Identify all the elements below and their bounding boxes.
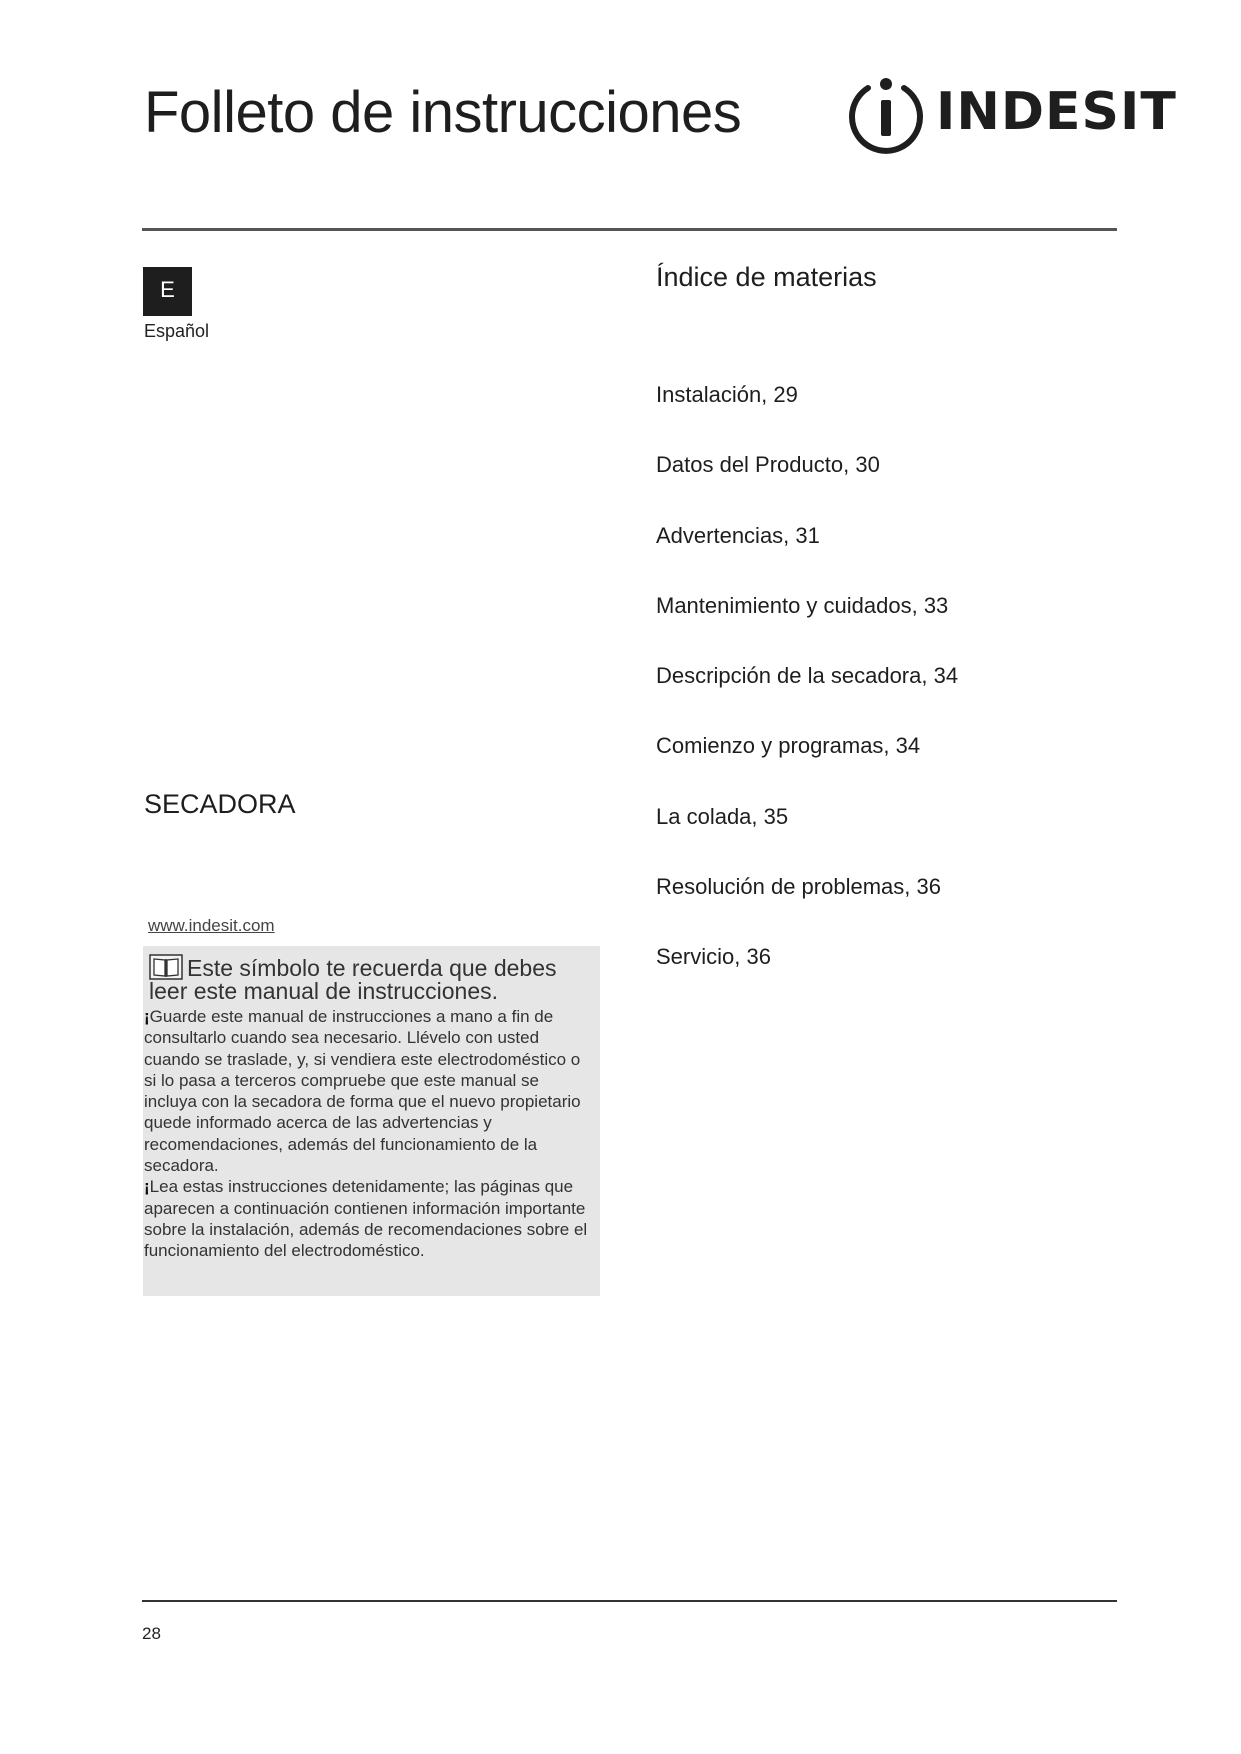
footer-divider (142, 1600, 1117, 1602)
website-link[interactable]: www.indesit.com (148, 916, 275, 935)
toc-item[interactable]: Mantenimiento y cuidados, 33 (656, 592, 949, 618)
page-title: Folleto de instrucciones (144, 80, 742, 145)
note-paragraph-text: Lea estas instrucciones detenidamente; las páginas que aparecen a continuación contienen información importante sobre la instalación, además de recomendaciones sobre el funcionamiento del electrodoméstico. (144, 1177, 588, 1261)
page-number: 28 (142, 1624, 161, 1643)
note-bullet: ¡ (144, 1177, 150, 1197)
toc-item[interactable]: Advertencias, 31 (656, 522, 820, 548)
toc-item[interactable]: Resolución de problemas, 36 (656, 874, 941, 900)
toc-item[interactable]: Datos del Producto, 30 (656, 452, 880, 478)
indesit-i-logo-icon (846, 74, 926, 154)
language-label: Español (144, 321, 210, 341)
toc-item[interactable]: Comienzo y programas, 34 (656, 733, 921, 759)
book-icon (149, 954, 183, 980)
toc-title: Índice de materias (656, 262, 877, 292)
toc-item[interactable]: La colada, 35 (656, 803, 789, 829)
instructions-note (143, 946, 600, 1296)
header-divider (142, 228, 1117, 231)
product-name: SECADORA (144, 789, 296, 819)
brand-name: INDESIT (936, 82, 1177, 142)
note-paragraph-text: Guarde este manual de instrucciones a mano a fin de consultarlo cuando sea necesario. Llévelo con usted cuando se traslade, y, si vendiera este electrodoméstico o si lo pasa a terceros compruebe que este manual se incluya con la secadora de forma que el nuevo propietario quede informado acerca de las advertencias y recomendaciones, además del funcionamiento de la secadora. (144, 1007, 581, 1176)
language-badge: E (143, 267, 192, 316)
toc-item[interactable]: Descripción de la secadora, 34 (656, 663, 959, 689)
note-headline-text: Este símbolo te recuerda que debes leer este manual de instrucciones. (149, 955, 557, 1004)
note-bullet: ¡ (144, 1007, 150, 1026)
toc-list (656, 378, 958, 1011)
note-body (144, 1006, 594, 1262)
toc-item[interactable]: Instalación, 29 (656, 382, 798, 407)
note-paragraph (144, 1176, 594, 1261)
toc-item[interactable]: Servicio, 36 (656, 944, 771, 970)
note-headline (149, 954, 594, 1002)
brand-logo (846, 74, 1177, 154)
note-paragraph (144, 1006, 594, 1176)
